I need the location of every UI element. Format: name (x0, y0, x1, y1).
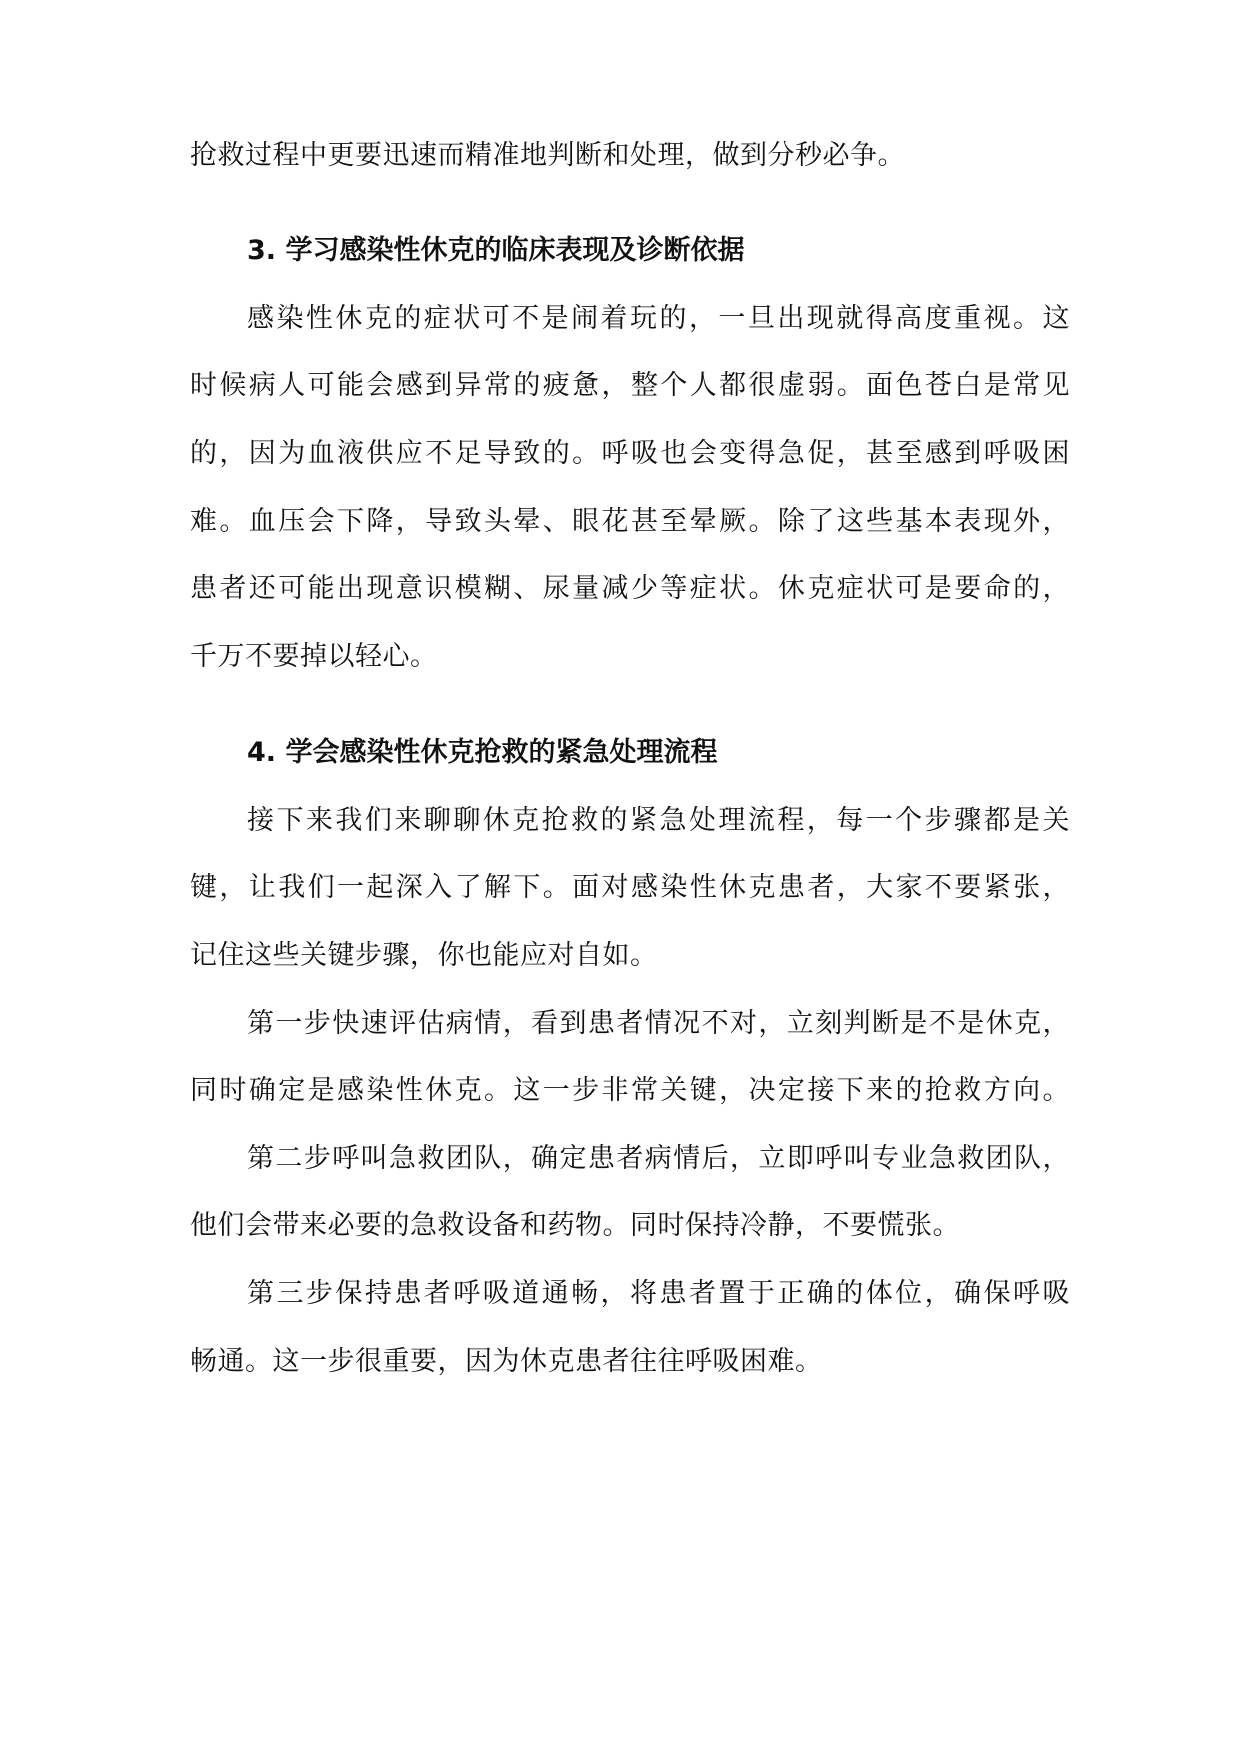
section-4-line: 第二步呼叫急救团队，确定患者病情后，立即呼叫专业急救团队， (247, 1143, 1070, 1174)
section-4-line: 同时确定是感染性休克。这一步非常关键，决定接下来的抢救方向。 (190, 1075, 1070, 1106)
section-4-line: 记住这些关键步骤，你也能应对自如。 (190, 940, 658, 971)
section-4-line: 第一步快速评估病情，看到患者情况不对，立刻判断是不是休克， (247, 1008, 1070, 1039)
section-4-line: 第三步保持患者呼吸道通畅，将患者置于正确的体位，确保呼吸 (247, 1278, 1070, 1309)
section-3-line: 的，因为血液供应不足导致的。呼吸也会变得急促，甚至感到呼吸困 (190, 438, 1070, 469)
section-4-line: 接下来我们来聊聊休克抢救的紧急处理流程，每一个步骤都是关 (247, 805, 1070, 836)
section-4-heading: 4. 学会感染性休克抢救的紧急处理流程 (247, 737, 718, 768)
section-3-line: 感染性休克的症状可不是闹着玩的，一旦出现就得高度重视。这 (247, 303, 1070, 334)
section-4-line: 他们会带来必要的急救设备和药物。同时保持冷静，不要慌张。 (190, 1210, 960, 1241)
section-4-line: 畅通。这一步很重要，因为休克患者往往呼吸困难。 (190, 1346, 823, 1377)
section-3-line: 患者还可能出现意识模糊、尿量减少等症状。休克症状可是要命的， (190, 573, 1070, 604)
section-3-heading: 3. 学习感染性休克的临床表现及诊断依据 (247, 235, 745, 266)
intro-line: 抢救过程中更要迅速而精准地判断和处理，做到分秒必争。 (190, 140, 905, 171)
section-3-line: 难。血压会下降，导致头晕、眼花甚至晕厥。除了这些基本表现外， (190, 506, 1070, 537)
section-3-line: 千万不要掉以轻心。 (190, 641, 438, 672)
section-4-line: 键，让我们一起深入了解下。面对感染性休克患者，大家不要紧张， (190, 872, 1070, 903)
section-3-line: 时候病人可能会感到异常的疲惫，整个人都很虚弱。面色苍白是常见 (190, 370, 1070, 401)
